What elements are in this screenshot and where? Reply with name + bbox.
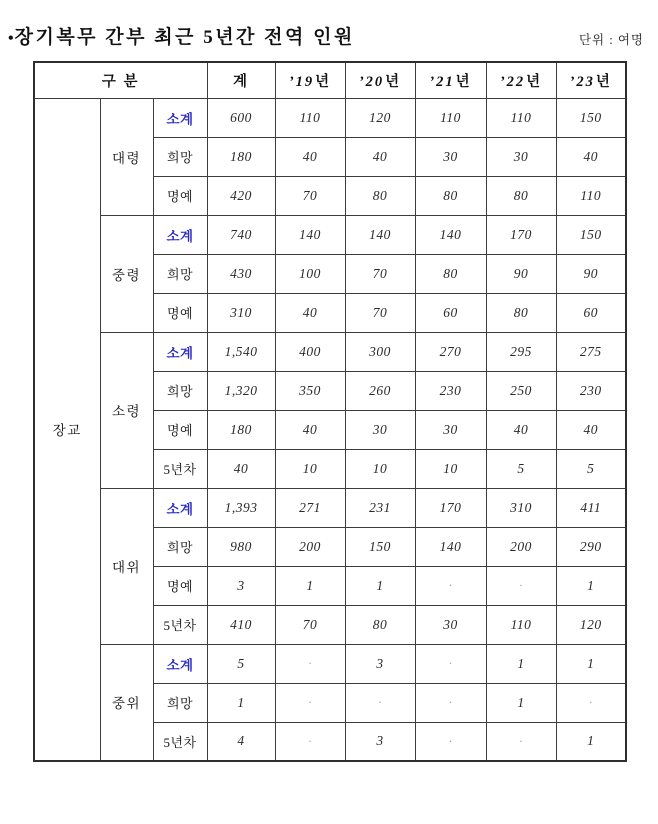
value-cell: · bbox=[486, 566, 556, 605]
value-cell: 260 bbox=[345, 371, 415, 410]
value-cell: · bbox=[415, 566, 486, 605]
value-cell: 1 bbox=[275, 566, 345, 605]
subtotal-label: 소계 bbox=[153, 644, 207, 683]
rank-cell: 중위 bbox=[100, 644, 153, 761]
value-cell: 170 bbox=[415, 488, 486, 527]
value-cell: 70 bbox=[275, 176, 345, 215]
value-cell: 1 bbox=[486, 644, 556, 683]
value-cell: 110 bbox=[486, 98, 556, 137]
group-cell-officer: 장교 bbox=[34, 98, 100, 761]
value-cell: 310 bbox=[486, 488, 556, 527]
type-label: 명예 bbox=[153, 566, 207, 605]
table-row bbox=[34, 644, 626, 683]
type-label: 명예 bbox=[153, 176, 207, 215]
value-cell: 70 bbox=[275, 605, 345, 644]
value-cell: 310 bbox=[207, 293, 275, 332]
value-cell: 200 bbox=[486, 527, 556, 566]
value-cell: 40 bbox=[345, 137, 415, 176]
value-cell: 90 bbox=[486, 254, 556, 293]
value-cell: 40 bbox=[275, 293, 345, 332]
value-cell: 270 bbox=[415, 332, 486, 371]
value-cell: 30 bbox=[415, 410, 486, 449]
value-cell: · bbox=[486, 722, 556, 761]
type-label: 명예 bbox=[153, 293, 207, 332]
value-cell: 430 bbox=[207, 254, 275, 293]
value-cell: 30 bbox=[345, 410, 415, 449]
value-cell: 980 bbox=[207, 527, 275, 566]
value-cell: 411 bbox=[556, 488, 626, 527]
header-year-0: ’19년 bbox=[275, 62, 345, 98]
type-label: 희망 bbox=[153, 371, 207, 410]
value-cell: 600 bbox=[207, 98, 275, 137]
value-cell: 180 bbox=[207, 137, 275, 176]
value-cell: 5 bbox=[486, 449, 556, 488]
table-body bbox=[34, 98, 626, 761]
value-cell: 1 bbox=[486, 683, 556, 722]
value-cell: 60 bbox=[415, 293, 486, 332]
value-cell: 140 bbox=[415, 215, 486, 254]
type-label: 희망 bbox=[153, 254, 207, 293]
header-year-4: ’23년 bbox=[556, 62, 626, 98]
value-cell: 250 bbox=[486, 371, 556, 410]
value-cell: · bbox=[556, 683, 626, 722]
value-cell: 180 bbox=[207, 410, 275, 449]
value-cell: · bbox=[415, 722, 486, 761]
value-cell: 400 bbox=[275, 332, 345, 371]
value-cell: 275 bbox=[556, 332, 626, 371]
page-title bbox=[8, 22, 355, 49]
type-label: 희망 bbox=[153, 527, 207, 566]
value-cell: 1 bbox=[556, 722, 626, 761]
value-cell: 140 bbox=[345, 215, 415, 254]
title-bar bbox=[8, 22, 644, 49]
table-row bbox=[34, 488, 626, 527]
value-cell: 230 bbox=[556, 371, 626, 410]
value-cell: 150 bbox=[556, 98, 626, 137]
value-cell: 170 bbox=[486, 215, 556, 254]
value-cell: 10 bbox=[345, 449, 415, 488]
value-cell: 120 bbox=[556, 605, 626, 644]
rank-cell: 소령 bbox=[100, 332, 153, 488]
value-cell: 5 bbox=[207, 644, 275, 683]
value-cell: · bbox=[415, 683, 486, 722]
value-cell: 40 bbox=[207, 449, 275, 488]
value-cell: 80 bbox=[415, 254, 486, 293]
header-row bbox=[34, 62, 626, 98]
value-cell: 40 bbox=[556, 410, 626, 449]
value-cell: · bbox=[345, 683, 415, 722]
value-cell: 290 bbox=[556, 527, 626, 566]
header-year-3: ’22년 bbox=[486, 62, 556, 98]
type-label: 5년차 bbox=[153, 722, 207, 761]
value-cell: 1 bbox=[556, 644, 626, 683]
value-cell: · bbox=[415, 644, 486, 683]
value-cell: 30 bbox=[415, 605, 486, 644]
value-cell: 110 bbox=[486, 605, 556, 644]
rank-cell: 대위 bbox=[100, 488, 153, 644]
value-cell: 80 bbox=[345, 605, 415, 644]
subtotal-label: 소계 bbox=[153, 215, 207, 254]
header-year-2: ’21년 bbox=[415, 62, 486, 98]
value-cell: 150 bbox=[556, 215, 626, 254]
type-label: 명예 bbox=[153, 410, 207, 449]
value-cell: 1,320 bbox=[207, 371, 275, 410]
value-cell: 10 bbox=[415, 449, 486, 488]
value-cell: 30 bbox=[415, 137, 486, 176]
value-cell: 1,393 bbox=[207, 488, 275, 527]
value-cell: 3 bbox=[207, 566, 275, 605]
subtotal-label: 소계 bbox=[153, 488, 207, 527]
value-cell: 100 bbox=[275, 254, 345, 293]
value-cell: 150 bbox=[345, 527, 415, 566]
unit-label: 단위 : 여명 bbox=[578, 33, 644, 47]
value-cell: 1 bbox=[345, 566, 415, 605]
value-cell: 410 bbox=[207, 605, 275, 644]
type-label: 5년차 bbox=[153, 605, 207, 644]
value-cell: 110 bbox=[556, 176, 626, 215]
value-cell: 140 bbox=[275, 215, 345, 254]
subtotal-label: 소계 bbox=[153, 98, 207, 137]
value-cell: 350 bbox=[275, 371, 345, 410]
value-cell: 90 bbox=[556, 254, 626, 293]
type-label: 희망 bbox=[153, 683, 207, 722]
value-cell: 200 bbox=[275, 527, 345, 566]
page-title-text: 장기복무 간부 최근 5년간 전역 인원 bbox=[14, 27, 355, 48]
value-cell: 4 bbox=[207, 722, 275, 761]
subtotal-label: 소계 bbox=[153, 332, 207, 371]
value-cell: · bbox=[275, 683, 345, 722]
value-cell: 10 bbox=[275, 449, 345, 488]
value-cell: 5 bbox=[556, 449, 626, 488]
value-cell: 1 bbox=[207, 683, 275, 722]
value-cell: 231 bbox=[345, 488, 415, 527]
type-label: 5년차 bbox=[153, 449, 207, 488]
value-cell: 740 bbox=[207, 215, 275, 254]
value-cell: 1,540 bbox=[207, 332, 275, 371]
value-cell: 70 bbox=[345, 293, 415, 332]
value-cell: 70 bbox=[345, 254, 415, 293]
value-cell: 120 bbox=[345, 98, 415, 137]
value-cell: 40 bbox=[556, 137, 626, 176]
value-cell: 3 bbox=[345, 644, 415, 683]
rank-cell: 대령 bbox=[100, 98, 153, 215]
value-cell: 140 bbox=[415, 527, 486, 566]
value-cell: 110 bbox=[415, 98, 486, 137]
value-cell: · bbox=[275, 644, 345, 683]
table-row bbox=[34, 215, 626, 254]
value-cell: 40 bbox=[486, 410, 556, 449]
header-year-1: ’20년 bbox=[345, 62, 415, 98]
value-cell: 80 bbox=[486, 293, 556, 332]
value-cell: 30 bbox=[486, 137, 556, 176]
header-category: 구 분 bbox=[34, 62, 207, 98]
value-cell: 271 bbox=[275, 488, 345, 527]
value-cell: 80 bbox=[486, 176, 556, 215]
value-cell: 40 bbox=[275, 137, 345, 176]
value-cell: 80 bbox=[345, 176, 415, 215]
header-total: 계 bbox=[207, 62, 275, 98]
table-row bbox=[34, 332, 626, 371]
value-cell: 300 bbox=[345, 332, 415, 371]
value-cell: · bbox=[275, 722, 345, 761]
value-cell: 230 bbox=[415, 371, 486, 410]
value-cell: 110 bbox=[275, 98, 345, 137]
table-row bbox=[34, 98, 626, 137]
value-cell: 60 bbox=[556, 293, 626, 332]
value-cell: 420 bbox=[207, 176, 275, 215]
discharge-table bbox=[33, 61, 627, 762]
bullet-icon: • bbox=[8, 30, 14, 47]
value-cell: 80 bbox=[415, 176, 486, 215]
value-cell: 40 bbox=[275, 410, 345, 449]
value-cell: 295 bbox=[486, 332, 556, 371]
rank-cell: 중령 bbox=[100, 215, 153, 332]
value-cell: 1 bbox=[556, 566, 626, 605]
type-label: 희망 bbox=[153, 137, 207, 176]
value-cell: 3 bbox=[345, 722, 415, 761]
